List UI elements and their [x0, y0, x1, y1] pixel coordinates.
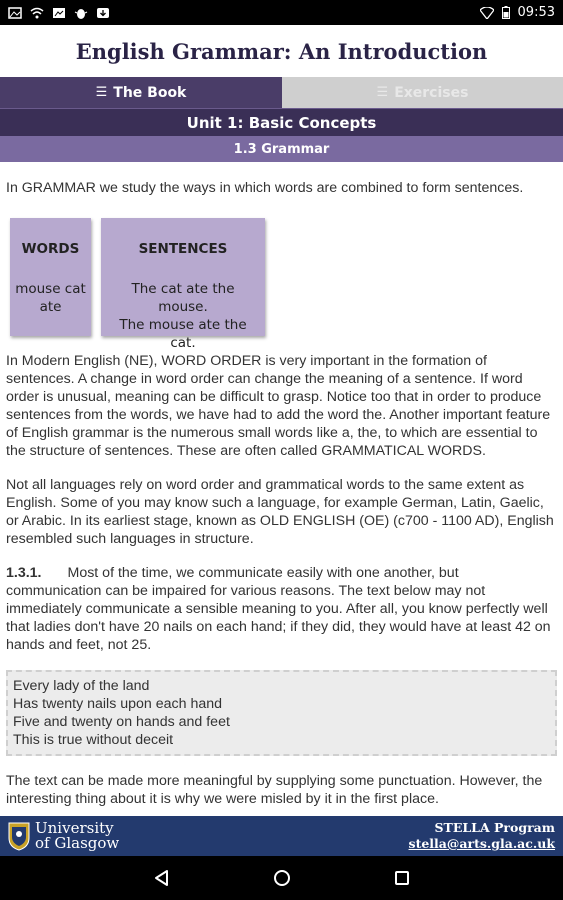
list-icon: ☰	[95, 85, 108, 100]
poem-line: This is true without deceit	[13, 732, 174, 748]
app-title: English Grammar: An Introduction	[0, 25, 563, 77]
words-box	[10, 218, 91, 336]
sentences-line-2: The mouse ate the cat.	[119, 317, 247, 351]
poem-line: Has twenty nails upon each hand	[13, 696, 223, 712]
section-title: 1.3 Grammar	[0, 136, 563, 162]
paragraph-number: 1.3.1.	[6, 565, 42, 581]
poem-box	[6, 670, 557, 756]
notification-icons	[8, 7, 110, 19]
clock: 09:53	[517, 5, 555, 20]
recents-button[interactable]	[387, 863, 417, 893]
wifi-calling-icon	[30, 7, 44, 19]
image-icon	[8, 7, 22, 19]
email-link[interactable]: stella@arts.gla.ac.uk	[408, 836, 555, 851]
punctuation-paragraph: The text can be made more meaningful by supplying some punctuation. However, the interesting thing about it is why we were misled by it in the first place.	[6, 773, 543, 807]
intro-paragraph: In GRAMMAR we study the ways in which words are combined to form sentences.	[6, 180, 524, 196]
system-icons	[480, 5, 555, 20]
bug-icon	[74, 7, 88, 19]
footer	[0, 816, 563, 856]
recents-icon	[394, 870, 410, 886]
list-icon: ☰	[376, 85, 389, 100]
university-name-1: University	[35, 819, 114, 837]
sentences-box	[101, 218, 265, 351]
communication-paragraph	[6, 564, 557, 654]
tab-label: Exercises	[394, 84, 469, 101]
status-bar	[0, 0, 563, 25]
wifi-icon	[480, 7, 494, 19]
words-heading: WORDS	[21, 241, 80, 257]
languages-paragraph: Not all languages rely on word order and grammatical words to the same extent as English. Some of you may know such a language, for example German, Latin, Gaelic, or Arabic. In its earliest stage, known as OLD ENGLISH (OE) (c700 - 1100 AD), English resembled such languages in structure.	[6, 477, 554, 547]
communication-text: Most of the time, we communicate easily with one another, but communication can be impaired for various reasons. The text below may not immediately communicate a sensible meaning to you. After all, you know perfectly well that ladies don't have 20 nails on each hand; if they did, they would have at least 42 on hands and feet, not 25.	[6, 565, 551, 653]
download-icon	[96, 7, 110, 19]
program-name: STELLA Program	[434, 820, 555, 835]
tab-exercises[interactable]	[282, 77, 563, 108]
tab-label: The Book	[113, 84, 187, 101]
home-icon	[273, 869, 291, 887]
poem-line: Five and twenty on hands and feet	[13, 714, 230, 730]
content-scroll-area[interactable]	[0, 162, 563, 816]
tab-bar	[0, 77, 563, 108]
home-button[interactable]	[267, 863, 297, 893]
back-button[interactable]	[147, 863, 177, 893]
words-body: mouse cat ate	[15, 281, 86, 315]
sentences-line-1: The cat ate the mouse.	[131, 281, 235, 315]
word-order-paragraph: In Modern English (NE), WORD ORDER is very important in the formation of sentences. A change in word order can change the meaning of a sentence. If word order is unusual, meaning can be difficult to grasp. Notice too that in order to produce sentences from the words, we have had to add the word the. Another important feature of English grammar is the numerous small words like a, the, to which are essential to the structure of sentences. These are often called GRAMMATICAL WORDS.	[6, 353, 551, 459]
poem-line: Every lady of the land	[13, 678, 150, 694]
university-logo[interactable]	[8, 821, 119, 851]
battery-icon	[502, 6, 510, 19]
unit-title: Unit 1: Basic Concepts	[0, 108, 563, 136]
photo-icon	[52, 7, 66, 19]
stella-credit	[409, 820, 555, 852]
back-icon	[153, 869, 171, 887]
system-nav-bar	[0, 856, 563, 900]
example-boxes	[10, 218, 557, 351]
tab-the-book[interactable]	[0, 77, 282, 108]
university-name-2: of Glasgow	[35, 834, 120, 852]
sentences-heading: SENTENCES	[138, 241, 228, 257]
crest-icon	[8, 821, 30, 851]
